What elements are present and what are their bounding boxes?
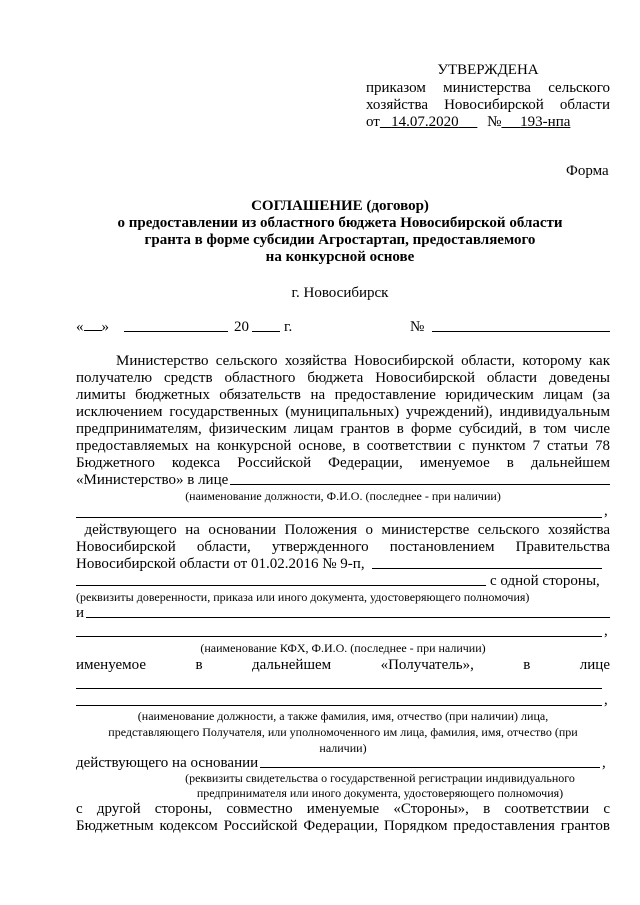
p1-line: Министерство сельского хозяйства Новосибирской области, которому как (116, 353, 610, 369)
p1-line: предпринимателям, физическим лицам грантов в форме субсидий, в том числе (76, 421, 610, 437)
heading-line-2: о предоставлении из областного бюджета Новосибирской области (117, 215, 563, 231)
final-line: с другой стороны, совместно именуемые «Стороны», в соответствии с (76, 801, 610, 817)
caption-representative: представляющего Получателя, или уполномоченного им лица, фамилия, имя, отчество (при (108, 725, 578, 739)
ministry-representative-field-2[interactable] (76, 517, 602, 518)
recipient-name-field[interactable] (86, 617, 610, 618)
named-recipient-line: именуемое в дальнейшем «Получатель», в лице (76, 657, 610, 673)
recipient-representative-field[interactable] (76, 688, 602, 689)
registration-details-field[interactable] (260, 767, 600, 768)
approval-line-1: приказом министерства сельского (366, 80, 610, 96)
p1-line: исключением государственных (муниципальных) учреждений), индивидуальным (76, 404, 610, 420)
caption-power: (реквизиты доверенности, приказа или иного документа, удостоверяющего полномочия) (76, 590, 530, 604)
p2-line: действующего на основании Положения о министерстве сельского хозяйства (84, 522, 610, 538)
heading-line-4: на конкурсной основе (265, 249, 415, 265)
recipient-representative-field-2[interactable] (76, 705, 602, 706)
number-sign: № (410, 319, 425, 335)
final-line: Бюджетным кодексом Российской Федерации, Порядком предоставления грантов (76, 818, 610, 834)
and-text: и (76, 605, 85, 621)
one-side-text: с одной стороны, (490, 573, 600, 589)
date-year-prefix: 20 (234, 319, 249, 335)
caption-representative: наличии) (319, 741, 367, 755)
caption-kfh: (наименование КФХ, Ф.И.О. (последнее - при наличии) (200, 641, 486, 655)
approval-number: 193-нпа (520, 114, 571, 130)
approval-date-line (366, 113, 610, 131)
date-month-field[interactable] (124, 331, 228, 332)
date-day-field[interactable]: « » (76, 319, 109, 335)
recipient-name-field-2[interactable] (76, 636, 602, 637)
approval-title: УТВЕРЖДЕНА (437, 62, 539, 78)
approval-number-prefix: № (487, 114, 502, 130)
heading-title: СОГЛАШЕНИЕ (договор) (251, 198, 429, 214)
heading-line-3: гранта в форме субсидии Агростартап, предоставляемого (144, 232, 536, 248)
p1-last-line: «Министерство» в лице (76, 472, 229, 488)
regulation-details-field[interactable] (372, 568, 602, 569)
approval-line-2: хозяйства Новосибирской области (366, 97, 610, 113)
caption-position: (наименование должности, Ф.И.О. (последнее - при наличии) (185, 489, 501, 503)
comma: , (604, 623, 608, 639)
approval-date-prefix: от (366, 114, 380, 130)
p1-line: лимиты бюджетных обязательств на предоставление юридическим лицам (за (76, 387, 610, 403)
acting-basis-text: действующего на основании (76, 755, 259, 771)
comma: , (604, 692, 608, 708)
caption-registration: (реквизиты свидетельства о государственной регистрации индивидуального (185, 771, 575, 785)
ministry-representative-field[interactable] (230, 484, 610, 485)
p2-last-line: Новосибирской области от 01.02.2016 № 9-п, (76, 556, 365, 572)
p1-line: получателю средств областного бюджета Новосибирской области доведены (76, 370, 610, 386)
power-of-attorney-field[interactable] (76, 585, 486, 586)
city: г. Новосибирск (291, 285, 389, 301)
p1-line: Бюджетного кодекса Российской Федерации, именуемое в дальнейшем (76, 455, 610, 471)
date-year-suffix: г. (284, 319, 293, 335)
p2-line: Новосибирской области, утвержденного постановлением Правительства (76, 539, 610, 555)
agreement-number-field[interactable] (432, 331, 610, 332)
comma: , (604, 503, 608, 519)
caption-representative: (наименование должности, а также фамилия, имя, отчество (при наличии) лица, (137, 709, 549, 723)
approval-date: 14.07.2020 (391, 114, 459, 130)
caption-registration: предпринимателя или иного документа, удостоверяющего полномочия) (196, 786, 564, 800)
form-label: Форма (566, 163, 609, 179)
date-year-field[interactable] (252, 331, 280, 332)
p1-line: предоставляемых на конкурсной основе, в соответствии с пунктом 7 статьи 78 (76, 438, 610, 454)
comma: , (602, 755, 606, 771)
